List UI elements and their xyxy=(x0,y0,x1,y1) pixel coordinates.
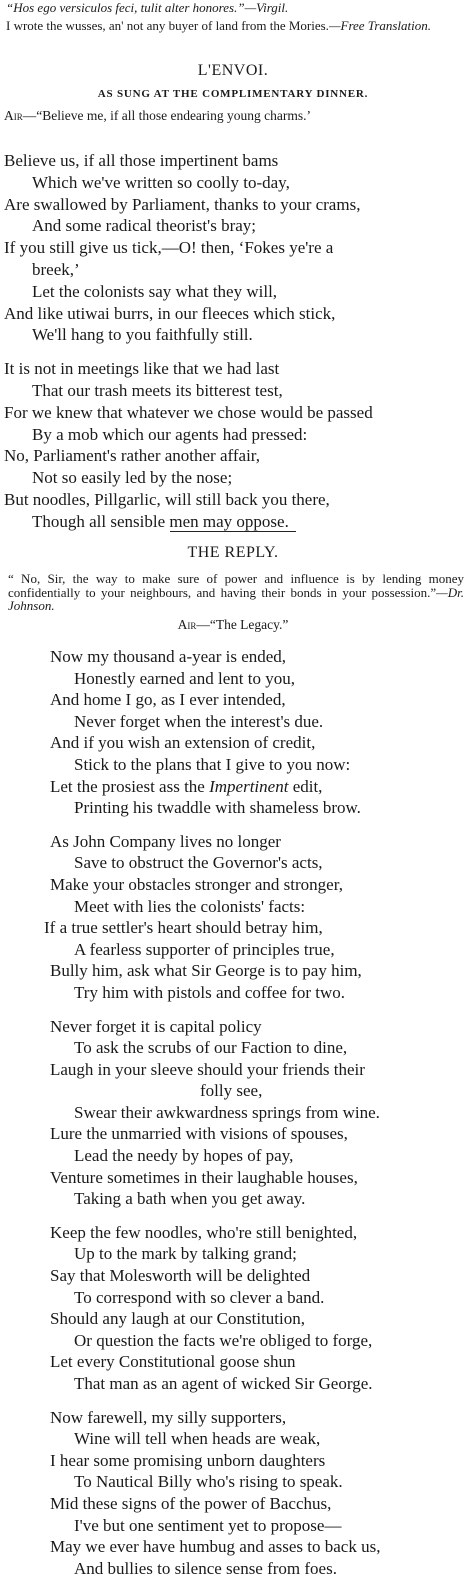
poem-line: Believe us, if all those impertinent bams xyxy=(4,151,279,170)
envoi-air-prefix: Air xyxy=(4,108,23,123)
poem-line: Honestly earned and lent to you, xyxy=(74,668,295,688)
poem-line: Keep the few noodles, who're still benighted, xyxy=(50,1222,358,1242)
poem-line: Which we've written so coolly to-day, xyxy=(32,172,290,192)
epigraph xyxy=(0,0,466,33)
reply-section xyxy=(0,544,466,634)
envoi-poem xyxy=(4,150,466,533)
poem-line: Up to the mark by talking grand; xyxy=(74,1244,297,1264)
poem-line: Try him with pistols and coffee for two. xyxy=(74,982,346,1002)
poem-line: No, Parliament's rather another affair, xyxy=(4,446,261,466)
poem-line: To correspond with so clever a band. xyxy=(74,1287,325,1307)
reply-quote-attribution: —Dr. Johnson. xyxy=(8,584,464,613)
poem-line: We'll hang to you faithfully still. xyxy=(32,325,253,345)
poem-line: Should any laugh at our Constitution, xyxy=(50,1309,305,1329)
poem-line: By a mob which our agents had pressed: xyxy=(32,424,308,444)
poem-line: I've but one sentiment yet to propose— xyxy=(74,1515,342,1535)
epigraph-latin-text: “Hos ego versiculos feci, tulit alter honores.” xyxy=(6,0,245,15)
poem-line: Make your obstacles stronger and stronger, xyxy=(50,874,343,894)
poem-line: Or question the facts we're obliged to forge, xyxy=(74,1330,373,1350)
poem-line: To Nautical Billy who's rising to speak. xyxy=(74,1472,343,1492)
poem-line: Swear their awkwardness springs from wine. xyxy=(74,1102,380,1122)
reply-stanza-5 xyxy=(0,1407,466,1579)
poem-line: To ask the scrubs of our Faction to dine, xyxy=(74,1038,348,1058)
envoi-air xyxy=(4,107,462,125)
section-divider xyxy=(170,531,296,532)
poem-line: That our trash meets its bitterest test, xyxy=(32,380,283,400)
poem-line: Lure the unmarried with visions of spouses, xyxy=(50,1124,348,1144)
poem-line: Say that Molesworth will be delighted xyxy=(50,1266,311,1286)
reply-quote-text: “ No, Sir, the way to make sure of power and influence is by lending money confidentially to your neighbours, and having their bonds in your possession.” xyxy=(8,571,464,600)
poem-line: Wine will tell when heads are weak, xyxy=(74,1429,321,1449)
poem-line: And bullies to silence sense from foes. xyxy=(74,1558,337,1578)
reply-air-text: —“The Legacy.” xyxy=(196,616,289,632)
poem-line: Laugh in your sleeve should your friends their xyxy=(50,1059,365,1079)
reply-quote xyxy=(0,572,466,613)
reply-air-prefix: Air xyxy=(177,616,197,632)
poem-line: I hear some promising unborn daughters xyxy=(50,1450,326,1470)
poem-line: For we knew that whatever we chose would be passed xyxy=(4,402,373,422)
poem-line: And some radical theorist's bray; xyxy=(32,216,257,236)
epigraph-latin xyxy=(0,0,466,15)
poem-line: Never forget it is capital policy xyxy=(50,1016,262,1036)
newspaper-name: Impertinent xyxy=(209,776,289,796)
poem-line: Never forget when the interest's due. xyxy=(74,711,324,731)
poem-line: Let the colonists say what they will, xyxy=(32,281,278,301)
reply-stanza-3 xyxy=(0,1016,466,1210)
reply-stanza-1 xyxy=(0,646,466,819)
poem-line: Save to obstruct the Governor's acts, xyxy=(74,853,323,873)
reply-poem xyxy=(0,646,466,1579)
epigraph-latin-attribution: —Virgil. xyxy=(244,0,289,15)
envoi-stanza-2 xyxy=(4,358,466,532)
reply-title: THE REPLY. xyxy=(187,544,279,561)
poem-line: May we ever have humbug and asses to back us, xyxy=(50,1537,381,1557)
poem-line: Meet with lies the colonists' facts: xyxy=(74,896,306,916)
poem-line: A fearless supporter of principles true, xyxy=(74,939,335,959)
envoi-air-text: —“Believe me, if all those endearing young charms.’ xyxy=(22,108,312,123)
poem-line: Printing his twaddle with shameless brow. xyxy=(74,798,361,818)
poem-line: That man as an agent of wicked Sir George. xyxy=(74,1374,373,1393)
poem-line: If you still give us tick,—O! then, ‘Fokes ye're a xyxy=(4,238,334,258)
epigraph-english-attribution: —Free Translation. xyxy=(328,18,432,33)
poem-line: folly see, xyxy=(200,1081,263,1101)
poem-line: Venture sometimes in their laughable houses, xyxy=(50,1167,358,1187)
poem-line: Stick to the plans that I give to you now: xyxy=(74,754,351,774)
poem-line: Now my thousand a-year is ended, xyxy=(50,647,287,666)
poem-line: Though all sensible men may oppose. xyxy=(32,511,289,531)
poem-line: breek,’ xyxy=(32,259,80,279)
envoi-section xyxy=(0,62,466,125)
poem-line: Not so easily led by the nose; xyxy=(32,468,233,488)
poem-line: Are swallowed by Parliament, thanks to your crams, xyxy=(4,194,361,214)
poem-line: Bully him, ask what Sir George is to pay him, xyxy=(50,961,362,981)
poem-line: But noodles, Pillgarlic, will still back you there, xyxy=(4,489,330,509)
poem-line: It is not in meetings like that we had last xyxy=(4,359,280,379)
poem-line: Lead the needy by hopes of pay, xyxy=(74,1146,294,1166)
epigraph-english xyxy=(0,18,466,33)
reply-stanza-4 xyxy=(0,1222,466,1395)
poem-line: Let every Constitutional goose shun xyxy=(50,1352,296,1372)
envoi-subtitle: AS SUNG AT THE COMPLIMENTARY DINNER. xyxy=(97,88,369,100)
poem-line: Mid these signs of the power of Bacchus, xyxy=(50,1493,332,1513)
poem-line: Now farewell, my silly supporters, xyxy=(50,1407,287,1427)
reply-stanza-2 xyxy=(0,831,466,1004)
poem-line: And like utiwai burrs, in our fleeces which stick, xyxy=(4,303,336,323)
envoi-title: L'ENVOI. xyxy=(197,62,269,79)
reply-air xyxy=(4,616,462,634)
envoi-stanza-1 xyxy=(4,150,466,346)
poem-line: Taking a bath when you get away. xyxy=(74,1189,306,1209)
epigraph-english-text: I wrote the wusses, an' not any buyer of land from the Mories. xyxy=(6,18,329,33)
poem-line: Let the prosiest ass the Impertinent edit, xyxy=(50,776,323,796)
poem-line: As John Company lives no longer xyxy=(50,831,281,851)
poem-line: If a true settler's heart should betray him, xyxy=(44,918,323,938)
poem-line: And if you wish an extension of credit, xyxy=(50,733,316,753)
poem-line: And home I go, as I ever intended, xyxy=(50,690,286,710)
